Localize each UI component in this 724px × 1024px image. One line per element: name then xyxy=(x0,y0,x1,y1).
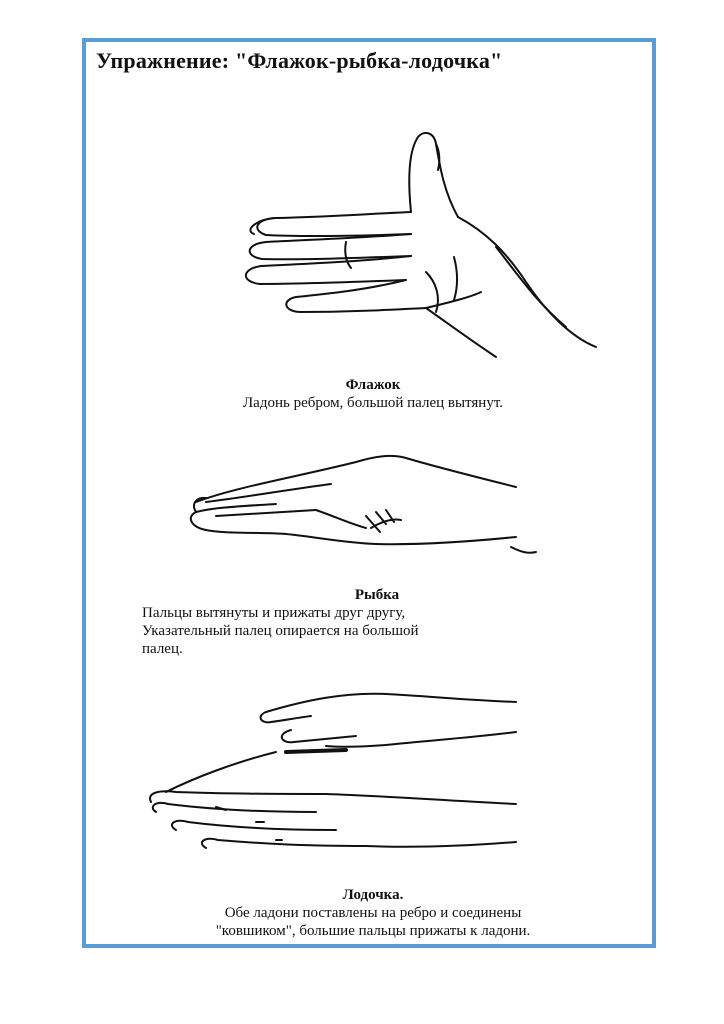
boat-caption xyxy=(106,887,640,940)
boat-hand-illustration xyxy=(136,682,556,872)
flag-caption xyxy=(106,377,640,412)
flag-hand-illustration xyxy=(196,122,616,382)
fish-description-line-3: палец. xyxy=(142,641,183,657)
fish-caption xyxy=(142,587,612,658)
page-title: Упражнение: "Флажок-рыбка-лодочка" xyxy=(96,48,503,73)
fish-title: Рыбка xyxy=(354,587,400,603)
boat-title: Лодочка. xyxy=(342,887,404,903)
fish-hand-illustration xyxy=(166,442,556,572)
boat-description-line-2: "ковшиком", большие пальцы прижаты к ладони. xyxy=(215,923,531,939)
exercise-card xyxy=(82,38,656,948)
fish-description-line-1: Пальцы вытянуты и прижаты друг другу, xyxy=(142,605,406,621)
flag-title: Флажок xyxy=(345,377,401,393)
boat-description-line-1: Обе ладони поставлены на ребро и соединены xyxy=(224,905,522,921)
fish-description-line-2: Указательный палец опирается на большой xyxy=(142,623,419,639)
flag-description: Ладонь ребром, большой палец вытянут. xyxy=(242,395,504,411)
